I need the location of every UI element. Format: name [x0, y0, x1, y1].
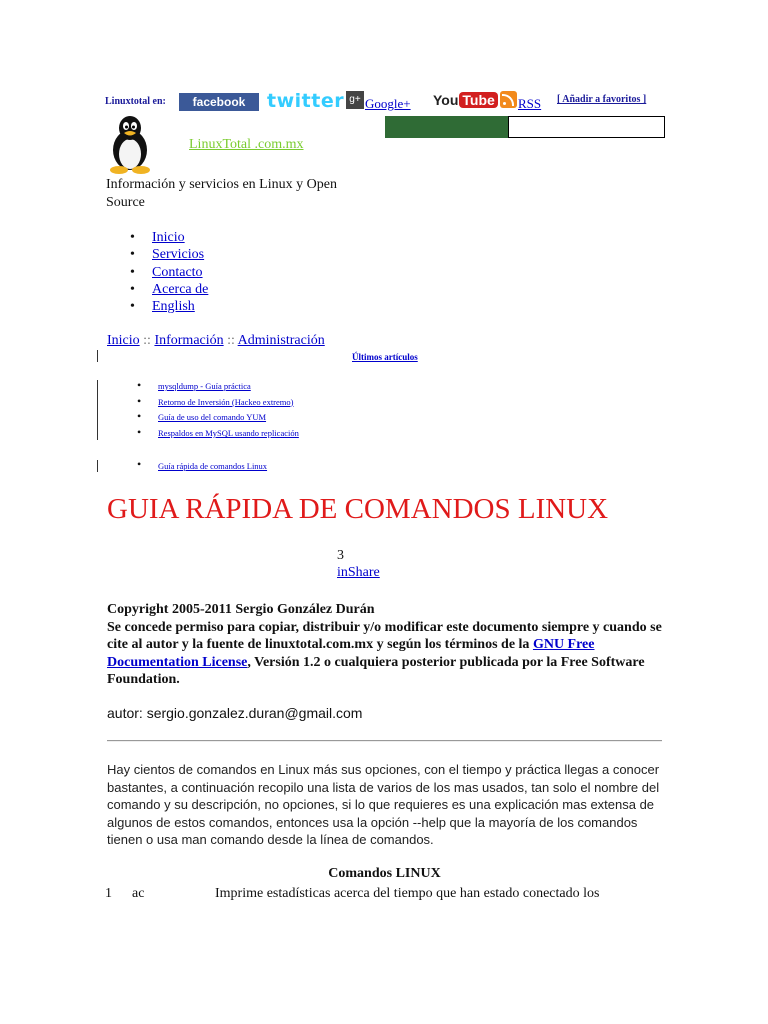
googleplus-link[interactable]: Google+ [365, 96, 411, 111]
list-item [137, 412, 299, 428]
breadcrumb [107, 333, 325, 349]
rss-icon[interactable] [500, 91, 517, 108]
intro-paragraph: Hay cientos de comandos en Linux más sus opciones, con el tiempo y práctica llegas a conocer bastantes, a continuación recopilo una lista de varios de los mas usados, tan solo el nombre del comando y su descripción, no opciones, si lo que requieres es una explicación mas extensa de algunos de estos comandos, entonces usa la opción --help que la mayoría de los comandos tienen o usa man comando desde la línea de comandos. [107, 762, 660, 848]
command-row-number: 1 [105, 886, 112, 901]
breadcrumb-separator: :: [227, 333, 235, 348]
header-banner-green [385, 116, 508, 138]
article-link[interactable]: Respaldos en MySQL usando replicación [158, 428, 299, 439]
nav-item-acerca [130, 281, 208, 298]
site-domain: .com.mx [254, 137, 304, 152]
youtube-tube-text: Tube [459, 92, 497, 108]
license-text-end: , Versión 1.2 o cualquiera posterior publicada por la Free Software Foundation. [107, 654, 645, 687]
author-line: autor: sergio.gonzalez.duran@gmail.com [107, 705, 363, 721]
youtube-button[interactable] [433, 92, 498, 108]
article-link[interactable]: mysqldump - Guía práctica [158, 381, 251, 391]
youtube-you-text: You [433, 92, 459, 108]
breadcrumb-inicio[interactable]: Inicio [107, 333, 140, 348]
list-item [137, 381, 299, 397]
main-nav [130, 229, 208, 315]
nav-link-english[interactable]: English [152, 299, 195, 315]
nav-link-inicio[interactable]: Inicio [152, 230, 185, 245]
nav-item-contacto [130, 264, 208, 281]
command-name: ac [132, 886, 145, 901]
divider [107, 740, 662, 742]
gfdl-link[interactable]: GNU Free Documentation License [107, 637, 595, 670]
article-link[interactable]: Retorno de Inversión (Hackeo extremo) [158, 396, 294, 407]
nav-item-servicios [130, 246, 208, 263]
nav-link-acerca[interactable]: Acerca de [152, 281, 209, 297]
tux-penguin-icon [106, 114, 154, 174]
rss-link[interactable]: RSS [518, 96, 542, 111]
header-search-box[interactable] [508, 116, 665, 138]
latest-articles-heading[interactable]: Últimos artículos [352, 352, 418, 362]
breadcrumb-informacion[interactable]: Información [154, 333, 224, 348]
copyright-notice [107, 601, 667, 689]
list-item [137, 428, 299, 444]
facebook-button[interactable]: facebook [179, 93, 259, 111]
article-link[interactable]: Guía rápida de comandos Linux [158, 461, 268, 471]
nav-link-contacto[interactable]: Contacto [152, 264, 203, 280]
breadcrumb-administracion[interactable]: Administración [237, 333, 325, 348]
latest-articles-list [137, 381, 299, 444]
license-text: Se concede permiso para copiar, distribuir y/o modificar este documento siempre y cuando se cite al autor y la fuente de linuxtotal.com.mx y según los términos de la [107, 619, 662, 652]
site-name: LinuxTotal [189, 137, 252, 152]
twitter-button[interactable]: twitter [267, 90, 345, 112]
margin-marker [97, 380, 98, 440]
site-home-link[interactable] [189, 137, 304, 153]
breadcrumb-separator: :: [143, 333, 151, 348]
share-count: 3 [337, 548, 344, 563]
commands-heading: Comandos LINUX [328, 866, 441, 881]
margin-marker [97, 460, 98, 472]
social-share-bar [105, 90, 665, 116]
nav-link-servicios[interactable]: Servicios [152, 247, 205, 263]
article-link[interactable]: Guía de uso del comando YUM [158, 412, 267, 423]
linkedin-share-link[interactable]: inShare [337, 565, 380, 580]
googleplus-icon[interactable]: g+ [346, 91, 364, 109]
page-title: GUIA RÁPIDA DE COMANDOS LINUX [107, 493, 609, 525]
margin-marker [97, 350, 98, 362]
command-description: Imprime estadísticas acerca del tiempo que han estado conectado los [215, 886, 600, 901]
share-label: Linuxtotal en: [105, 96, 166, 107]
add-favorites-link[interactable]: [ Añadir a favoritos ] [557, 94, 647, 105]
list-item [137, 397, 299, 413]
copyright-line: Copyright 2005-2011 Sergio González Durán [107, 602, 375, 617]
nav-item-inicio [130, 229, 208, 246]
nav-item-english [130, 298, 208, 315]
site-tagline: Información y servicios en Linux y Open Source [106, 177, 337, 210]
list-item [137, 461, 267, 471]
